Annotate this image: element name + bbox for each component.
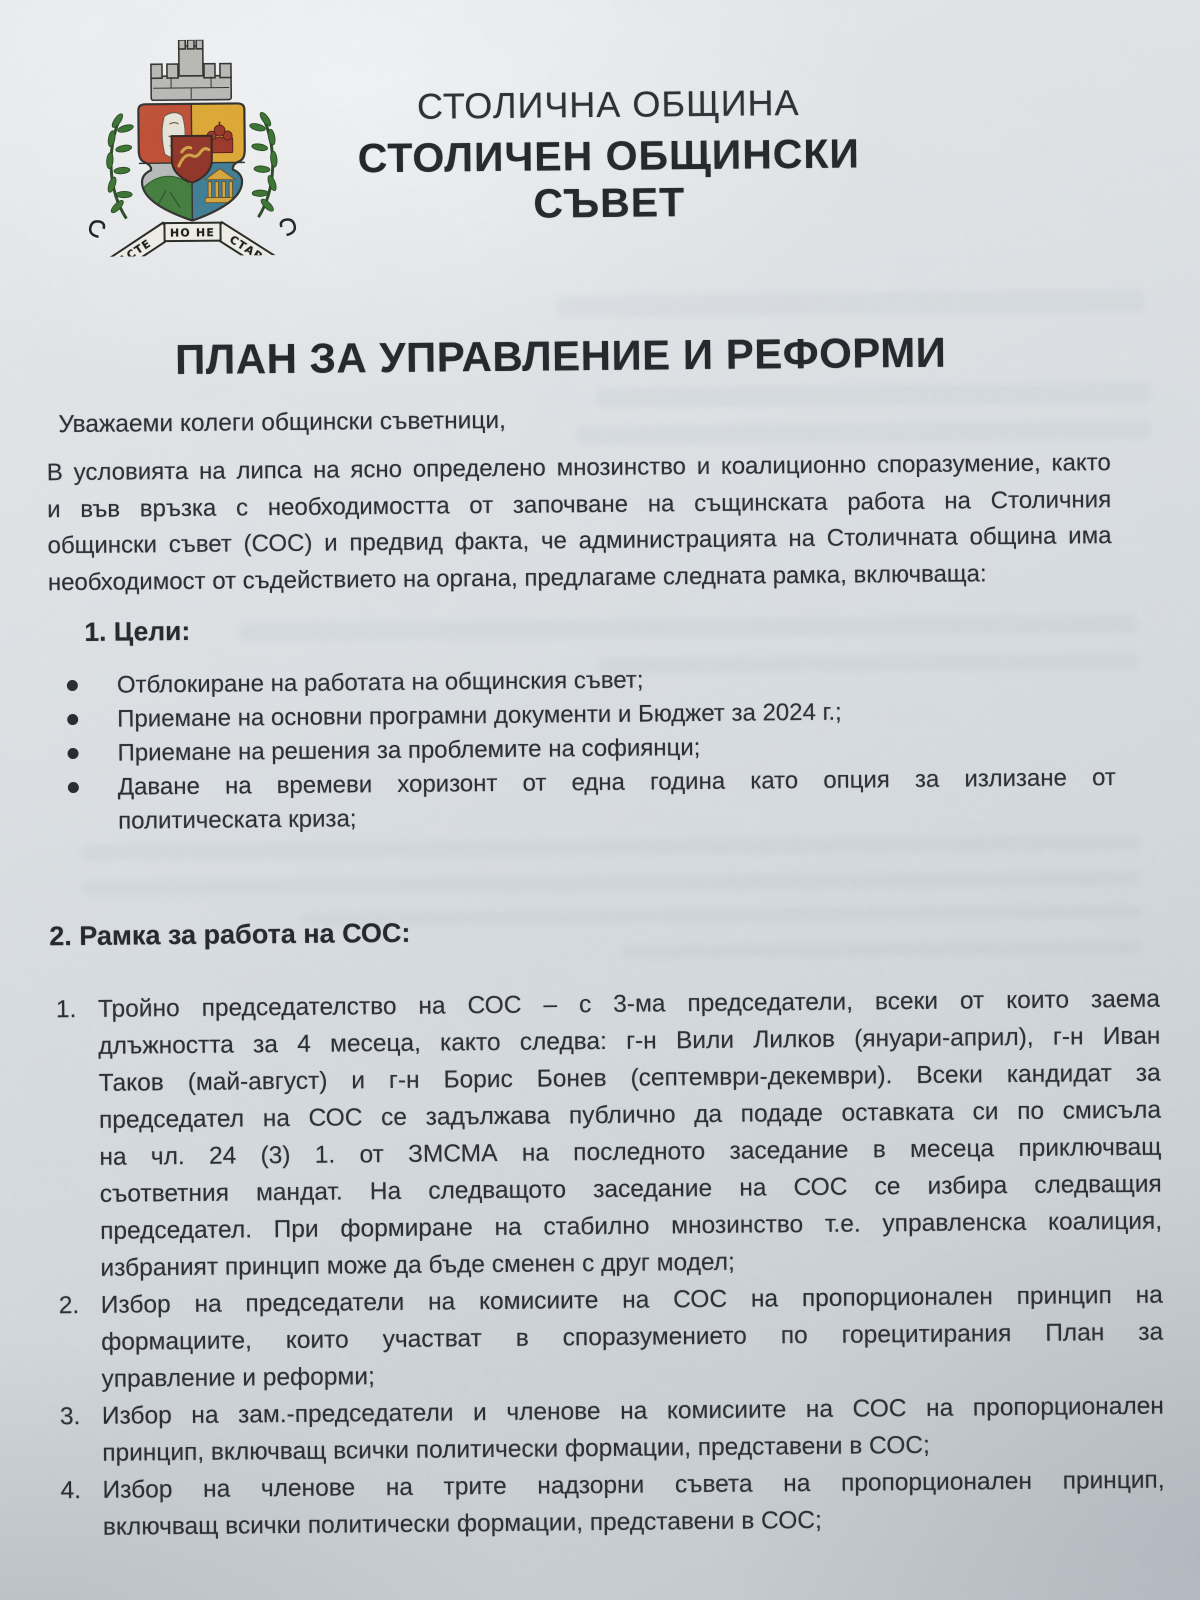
text-line: избраният принцип може да бъде сменен с друг модел; <box>100 1248 735 1282</box>
numbered-item <box>60 1388 1165 1473</box>
sofia-coat-of-arms <box>81 39 303 257</box>
council-name: СТОЛИЧЕН ОБЩИНСКИ СЪВЕТ <box>357 130 861 227</box>
bullet-dot <box>63 737 117 760</box>
text-line: на чл. 24 (3) 1. от ЗМСМА на последното заседание в месеца приключващ <box>99 1133 1162 1171</box>
text-line: управление и реформи; <box>101 1363 375 1393</box>
framework-list <box>56 981 1165 1547</box>
text-line: политическата криза; <box>118 805 357 835</box>
text-line: и във връзка с необходимостта от започване на същинската работа на Столичния <box>47 485 1112 523</box>
motto-right-text: СТАРѢЕ <box>227 232 282 257</box>
text-line: Отблокиране на работата на общинския съвет; <box>116 666 644 699</box>
org-header <box>278 81 939 230</box>
document-title: ПЛАН ЗА УПРАВЛЕНИЕ И РЕФОРМИ <box>174 328 947 384</box>
bullet-text <box>118 761 1117 839</box>
text-line: Приемане на решения за проблемите на софиянци; <box>117 734 701 767</box>
bleed-through-smudge <box>81 871 1141 896</box>
item-text <box>102 1388 1165 1472</box>
bleed-through-smudge <box>576 421 1151 445</box>
text-line: длъжността за 4 месеца, както следва: г-н Вили Лилков (януари-април), г-н Иван <box>98 1022 1161 1060</box>
section-heading-framework: 2. Рамка за работа на СОС: <box>49 917 411 952</box>
salutation: Уважаеми колеги общински съветници, <box>58 406 507 439</box>
text-line: председател на СОС се задължава публично да подаде оставката си по смисъла <box>98 1096 1162 1134</box>
text-line: председател. При формиране на стабилно мнозинство т.е. управленска коалиция, <box>99 1207 1163 1245</box>
bleed-through-smudge <box>80 835 1140 860</box>
mural-crown-icon <box>151 40 232 101</box>
text-line: общински съвет (СОС) и предвид факта, че администрацията на Столичната община има <box>47 522 1112 560</box>
numbered-item <box>60 1462 1165 1547</box>
goals-list <box>63 659 1117 839</box>
item-text <box>98 981 1163 1287</box>
text-line: необходимост от съдействието на органа, предлагаме следната рамка, включваща: <box>47 559 987 596</box>
bleed-through-smudge <box>238 615 1138 642</box>
item-text <box>101 1277 1164 1398</box>
motto-ribbon <box>89 219 296 256</box>
text-line: Избор на председатели на комисиите на СОС на пропорционален принцип на <box>100 1281 1163 1319</box>
motto-center-text: НО НЕ <box>169 226 216 240</box>
text-line: Приемане на основни програмни документи и Бюджет за 2024 г.; <box>117 698 842 733</box>
numbered-item <box>59 1277 1164 1399</box>
item-number: 2. <box>58 1292 80 1320</box>
bullet-dot <box>63 703 117 726</box>
motto-left-text: РАСТЕ <box>108 236 154 257</box>
bleed-through-smudge <box>555 290 1145 318</box>
coat-of-arms-graphic <box>81 39 303 257</box>
bleed-through-smudge <box>621 941 1141 959</box>
laurel-branch-left <box>105 112 134 219</box>
bullet-item <box>64 761 1117 839</box>
municipality-name: СТОЛИЧНА ОБЩИНА <box>416 82 800 127</box>
text-line: Таков (май-август) и г-н Борис Бонев (септември-декември). Всеки кандидат за <box>98 1059 1161 1097</box>
text-line: Избор на членове на трите надзорни съвета на пропорционален принцип, <box>102 1466 1165 1504</box>
text-line: Избор на зам.-председатели и членове на комисиите на СОС на пропорционален <box>101 1392 1164 1430</box>
bleed-through-smudge <box>301 905 1141 926</box>
intro-paragraph <box>47 445 1112 601</box>
text-line: В условията на липса на ясно определено мнозинство и коалиционно споразумение, както <box>46 449 1111 487</box>
item-number: 4. <box>60 1477 82 1505</box>
section-heading-goals: 1. Цели: <box>84 615 191 647</box>
item-number: 3. <box>59 1403 81 1431</box>
text-line: принцип, включващ всички политически формации, представени в СОС; <box>102 1431 930 1467</box>
text-line: формациите, които участват в споразумението по горецитирания План за <box>101 1318 1164 1356</box>
bullet-dot <box>63 669 117 692</box>
laurel-branch-right <box>249 111 278 218</box>
bleed-through-smudge <box>596 383 1151 408</box>
text-line: Даване на времеви хоризонт от една година като опция за излизане от <box>117 764 1116 801</box>
numbered-item <box>56 981 1163 1288</box>
item-text <box>102 1462 1165 1546</box>
text-line: съответния мандат. На следващото заседание на СОС се избира следващия <box>99 1170 1162 1208</box>
text-line: Тройно председателство на СОС – с 3-ма председатели, всеки от които заема <box>97 985 1161 1023</box>
item-number: 1. <box>55 996 77 1024</box>
text-line: включващ всички политически формации, представени в СОС; <box>102 1506 822 1541</box>
bullet-dot <box>64 771 118 794</box>
